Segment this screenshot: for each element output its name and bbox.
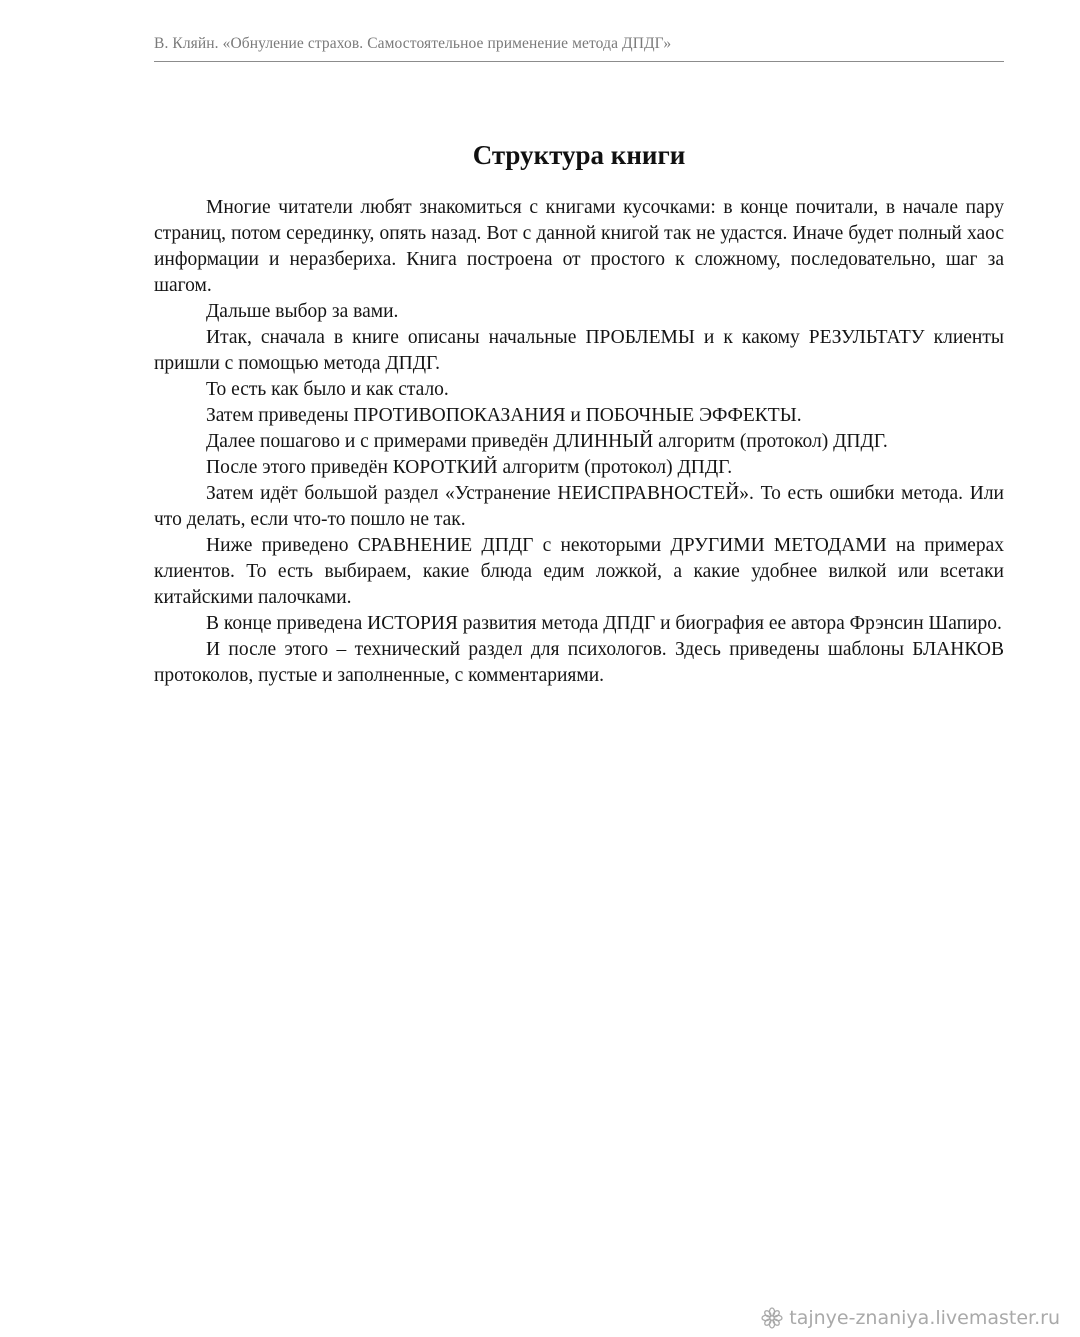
watermark bbox=[761, 1307, 1060, 1329]
paragraph: Итак, сначала в книге описаны начальные ПРОБЛЕМЫ и к какому РЕЗУЛЬТАТУ клиенты пришли с помощью метода ДПДГ. bbox=[154, 327, 1004, 374]
paragraph: То есть как было и как стало. bbox=[206, 379, 449, 400]
paragraph: Ниже приведено СРАВНЕНИЕ ДПДГ с некоторыми ДРУГИМИ МЕТОДАМИ на примерах клиентов. То есть выбираем, какие блюда едим ложкой, а какие удобнее вилкой или всетаки китайскими палочками. bbox=[154, 535, 1004, 608]
paragraph: В конце приведена ИСТОРИЯ развития метода ДПДГ и биография ее автора Фрэнсин Шапиро. bbox=[206, 613, 1002, 634]
paragraph: Многие читатели любят знакомиться с книгами кусочками: в конце почитали, в начале пару страниц, потом серединку, опять назад. Вот с данной книгой так не удастся. Иначе будет полный хаос информации и неразбериха. Книга построена от простого к сложному, последовательно, шаг за шагом. bbox=[154, 197, 1004, 296]
body-text bbox=[154, 195, 1004, 689]
page-title: Структура книги bbox=[472, 140, 686, 170]
paragraph: Затем идёт большой раздел «Устранение НЕИСПРАВНОСТЕЙ». То есть ошибки метода. Или что делать, если что-то пошло не так. bbox=[154, 483, 1004, 530]
paragraph: После этого приведён КОРОТКИЙ алгоритм (протокол) ДПДГ. bbox=[206, 457, 733, 478]
paragraph: Дальше выбор за вами. bbox=[206, 301, 399, 322]
header-divider bbox=[154, 61, 1004, 62]
paragraph: Далее пошагово и с примерами приведён ДЛИННЫЙ алгоритм (протокол) ДПДГ. bbox=[206, 431, 888, 452]
paragraph: Затем приведены ПРОТИВОПОКАЗАНИЯ и ПОБОЧНЫЕ ЭФФЕКТЫ. bbox=[206, 405, 802, 426]
running-header: В. Кляйн. «Обнуление страхов. Самостоятельное применение метода ДПДГ» bbox=[154, 35, 672, 52]
flower-logo-icon bbox=[761, 1307, 783, 1329]
paragraph: И после этого – технический раздел для психологов. Здесь приведены шаблоны БЛАНКОВ протоколов, пустые и заполненные, с комментариями. bbox=[154, 639, 1004, 686]
watermark-text: tajnye-znaniya.livemaster.ru bbox=[789, 1307, 1060, 1329]
